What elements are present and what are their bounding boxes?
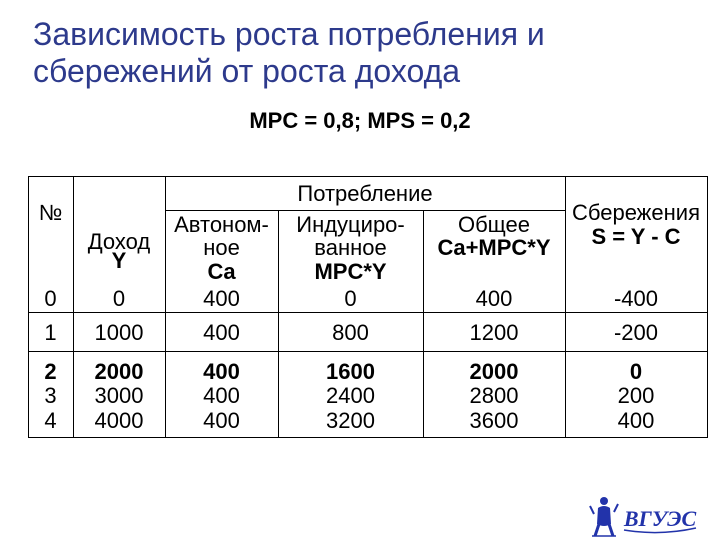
university-logo [584, 494, 702, 538]
table-cell: 400 [203, 408, 240, 433]
table-cell: 400 [203, 320, 240, 345]
table-border-bottom [28, 437, 708, 438]
header-induced-2: ванное [314, 235, 387, 260]
table-cell: 3200 [326, 408, 375, 433]
table-cell: 3 [44, 383, 57, 408]
header-savings: Сбережения [571, 200, 700, 225]
logo-text: ВГУЭС [623, 506, 697, 531]
table-cell: 1200 [469, 320, 519, 345]
table-cell: 0 [344, 286, 357, 311]
header-savings-formula: S = Y - C [591, 224, 681, 249]
table-cell: 400 [203, 383, 240, 408]
header-autonomous-2: ное [203, 235, 240, 260]
table-cell: 2000 [469, 359, 519, 384]
table-cell: 200 [617, 383, 655, 408]
header-induced-symbol: MPC*Y [314, 259, 387, 284]
table-border-top [28, 176, 708, 177]
table-cell: 1 [44, 320, 57, 345]
table-cell: 0 [44, 286, 57, 311]
table-cell: -200 [613, 320, 659, 345]
table-cell: 0 [629, 359, 643, 384]
header-autonomous-symbol: Ca [207, 259, 236, 284]
header-income: Доход [87, 229, 151, 254]
header-income-symbol: Y [111, 248, 127, 273]
header-total: Общее [457, 212, 531, 237]
table-rule-header [28, 312, 708, 313]
table-cell: 1000 [94, 320, 144, 345]
table-cell: -400 [613, 286, 659, 311]
page-title: Зависимость роста потребления и сбережений от роста дохода [33, 16, 545, 89]
table-cell: 3600 [469, 408, 519, 433]
table-cell: 4000 [94, 408, 144, 433]
table-cell: 1600 [326, 359, 375, 384]
table-rule-row1 [28, 351, 708, 352]
table-cell: 4 [44, 408, 57, 433]
table-cell: 400 [617, 408, 655, 433]
table-cell: 400 [203, 286, 240, 311]
formula: MPC = 0,8; MPS = 0,2 [249, 108, 471, 133]
university-logo-icon [584, 494, 702, 538]
table-cell: 400 [475, 286, 513, 311]
table-cell: 3000 [94, 383, 144, 408]
table-cell: 0 [112, 286, 126, 311]
header-total-formula: Ca+MPC*Y [437, 235, 551, 260]
header-consumption: Потребление [297, 181, 433, 206]
table-cell: 2 [44, 359, 57, 384]
table-cell: 2400 [326, 383, 375, 408]
table-cell: 2800 [469, 383, 519, 408]
table-cell: 800 [332, 320, 369, 345]
consumption-subheader-rule [165, 210, 565, 211]
table-cell: 400 [203, 359, 240, 384]
header-induced: Индуциро- [296, 212, 405, 237]
table-border-right [707, 176, 708, 437]
header-num: № [38, 200, 63, 225]
header-autonomous: Автоном- [174, 212, 269, 237]
table-cell: 2000 [94, 359, 144, 384]
